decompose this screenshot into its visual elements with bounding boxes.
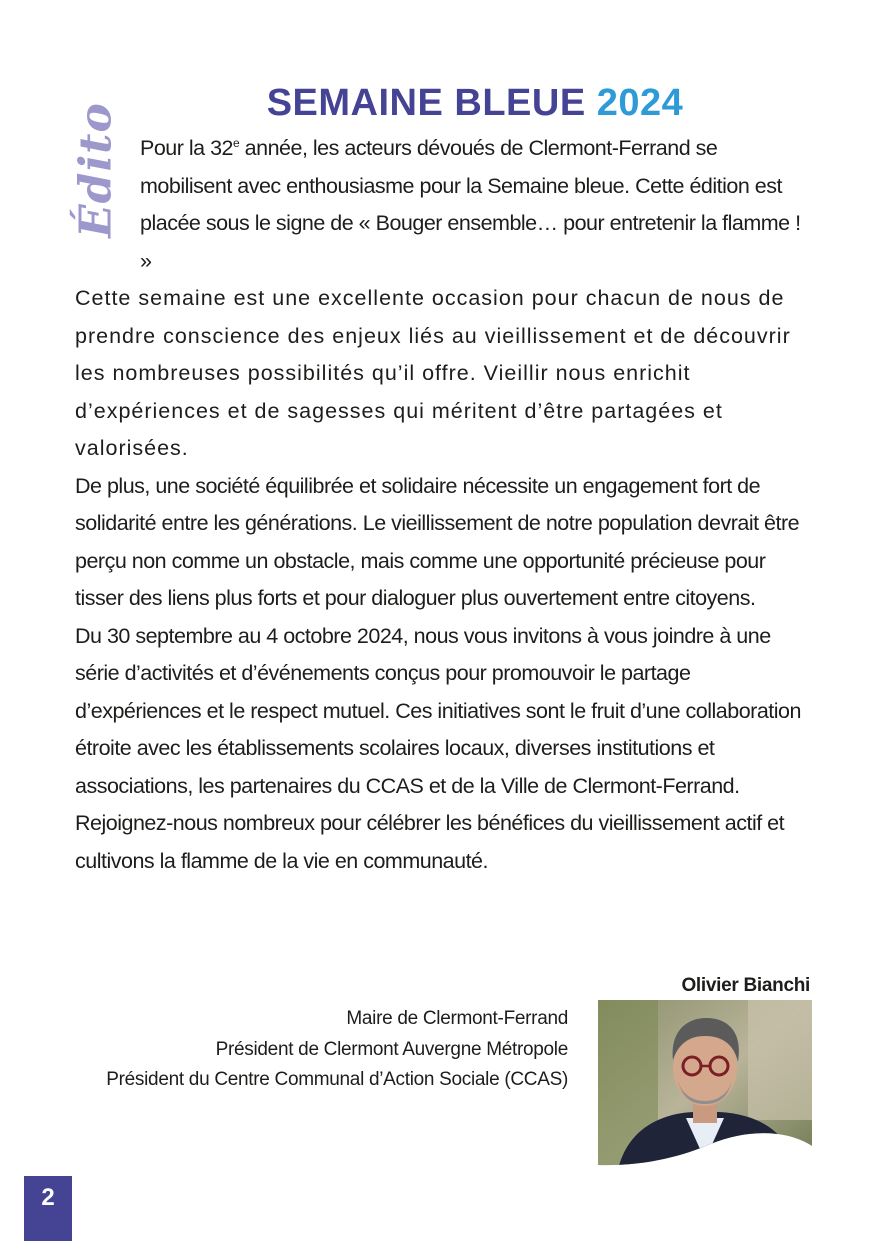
paragraph-2: De plus, une société équilibrée et solidaire nécessite un engagement fort de solidarité entre les générations. Le vieillissement de notre population devrait être perçu non comme un obstacle, mais comme une opportunité précieuse pour tisser des liens plus forts et pour dialoguer plus ouvertement entre citoyens. bbox=[75, 473, 800, 610]
portrait-photo bbox=[598, 1000, 812, 1170]
paragraph-1: Cette semaine est une excellente occasion pour chacun de nous de prendre conscience des enjeux liés au vieillissement et de découvrir les nombreuses possibilités qu’il offre. Vieillir nous enrichit d’expériences et de sagesses qui méritent d’être partagées et valorisées. bbox=[75, 286, 791, 460]
page-title bbox=[140, 80, 810, 126]
intro-paragraph bbox=[140, 130, 810, 280]
signatory-title-3: Président du Centre Communal d’Action Sociale (CCAS) bbox=[106, 1069, 568, 1090]
page-number-tab bbox=[24, 1176, 72, 1241]
intro-start: Pour la 32 bbox=[140, 136, 234, 160]
intro-superscript: e bbox=[233, 135, 240, 150]
signatory-name: Olivier Bianchi bbox=[681, 975, 810, 996]
title-main: SEMAINE BLEUE bbox=[266, 82, 586, 124]
signatory-titles bbox=[28, 1004, 568, 1096]
intro-rest: année, les acteurs dévoués de Clermont-Ferrand se mobilisent avec enthousiasme pour la Semaine bleue. Cette édition est placée sous le signe de « Bouger ensemble… pour entretenir la flamme ! » bbox=[140, 136, 801, 273]
edito-text: Édito bbox=[70, 102, 122, 238]
signatory-title-1: Maire de Clermont-Ferrand bbox=[346, 1008, 568, 1029]
title-year: 2024 bbox=[596, 82, 684, 124]
paragraph-3: Du 30 septembre au 4 octobre 2024, nous vous invitons à vous joindre à une série d’activités et d’événements conçus pour promouvoir le partage d’expériences et le respect mutuel. Ces initiatives sont le fruit d’une collaboration étroite avec les établissements scolaires locaux, diverses institutions et associations, les partenaires du CCAS et de la Ville de Clermont-Ferrand. bbox=[75, 623, 801, 798]
paragraph-4: Rejoignez-nous nombreux pour célébrer les bénéfices du vieillissement actif et cultivons la flamme de la vie en communauté. bbox=[75, 811, 785, 873]
page-number: 2 bbox=[41, 1184, 55, 1211]
edito-side-label bbox=[70, 80, 122, 260]
editorial-body bbox=[75, 280, 815, 880]
signatory-title-2: Président de Clermont Auvergne Métropole bbox=[215, 1038, 568, 1060]
